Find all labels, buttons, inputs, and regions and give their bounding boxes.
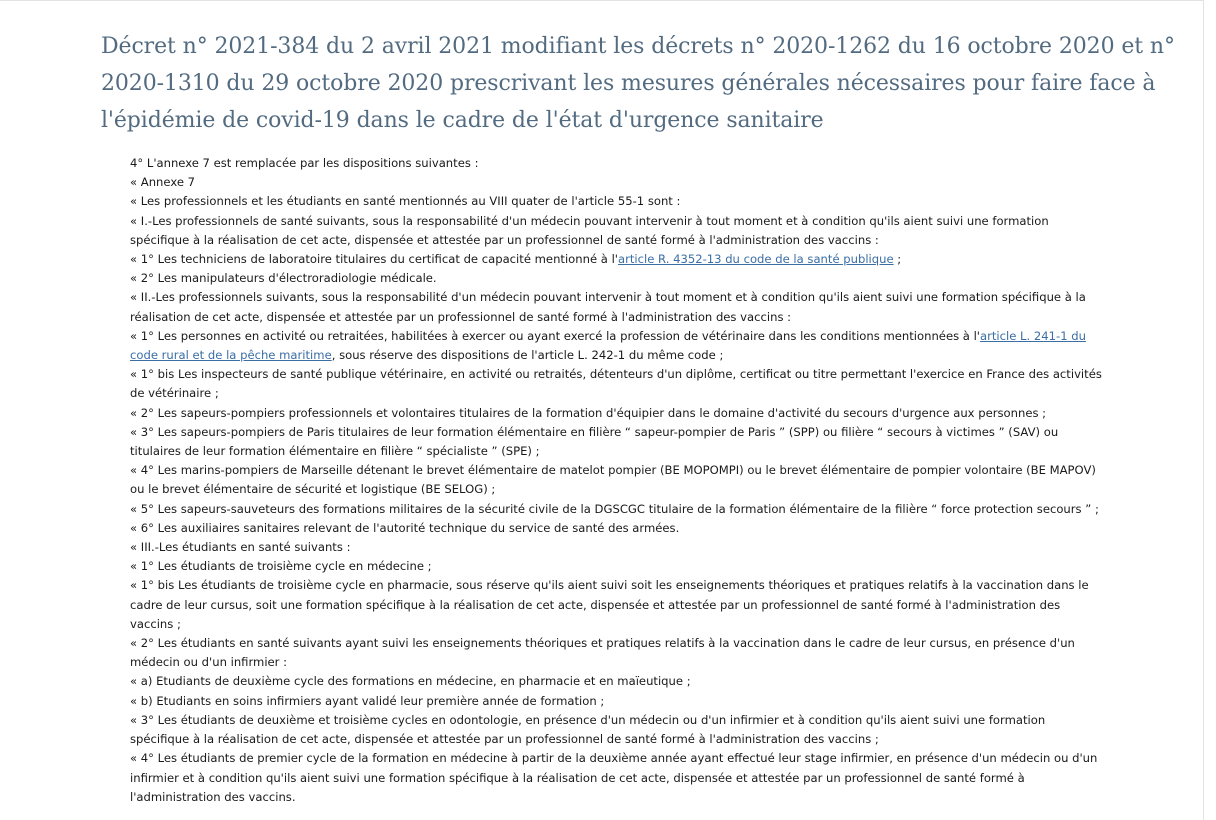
- paragraph: « 6° Les auxiliaires sanitaires relevant de l'autorité technique du service de santé des armées.: [130, 520, 680, 535]
- paragraph: « 2° Les étudiants en santé suivants ayant suivi les enseignements théoriques et pratiques relatifs à la vaccination dans le cadre de leur cursus, en présence d'un médecin ou d'un infirmier :: [130, 636, 1075, 670]
- paragraph: « Les professionnels et les étudiants en santé mentionnés au VIII quater de l'article 55-1 sont :: [130, 194, 681, 209]
- paragraph: « 2° Les manipulateurs d'électroradiologie médicale.: [130, 271, 437, 286]
- paragraph: « II.-Les professionnels suivants, sous la responsabilité d'un médecin pouvant intervenir à tout moment et à condition qu'ils aient suivi une formation spécifique à la réalisation de cet acte, dispensée et attestée par un professionnel de santé formé à l'administration des vaccins :: [130, 290, 1086, 324]
- article-l-241-1-link[interactable]: article L. 241-1 du code rural et de la pêche maritime: [130, 328, 1086, 363]
- page-title: Décret n° 2021-384 du 2 avril 2021 modifiant les décrets n° 2020-1262 du 16 octobre 2020 et n° 2020-1310 du 29 octobre 2020 prescrivant les mesures générales nécessaires pour faire face à l'épidémie de covid-19 dans le cadre de l'état d'urgence sanitaire: [101, 34, 1175, 133]
- paragraph: 4° L'annexe 7 est remplacée par les dispositions suivantes :: [130, 156, 479, 170]
- paragraph: « 2° Les sapeurs-pompiers professionnels et volontaires titulaires de la formation d'équipier dans le domaine d'activité du secours d'urgence aux personnes ;: [130, 405, 1047, 420]
- article-body: [130, 154, 1102, 807]
- right-margin: [1204, 0, 1216, 820]
- paragraph-text: , sous réserve des dispositions de l'article L. 242-1 du même code ;: [331, 348, 724, 363]
- paragraph-text: « 1° Les personnes en activité ou retraitées, habilitées à exercer ou ayant exercé la profession de vétérinaire dans les conditions mentionnées à l': [130, 328, 980, 343]
- header-panel: [0, 0, 1204, 136]
- paragraph: « a) Etudiants de deuxième cycle des formations en médecine, en pharmacie et en maïeutique ;: [130, 674, 691, 689]
- paragraph: « III.-Les étudiants en santé suivants :: [130, 540, 351, 555]
- paragraph-text: ;: [893, 252, 902, 267]
- paragraph: « Annexe 7: [130, 175, 196, 190]
- content-panel: [0, 136, 1204, 820]
- paragraph: « 5° Les sapeurs-sauveteurs des formations militaires de la sécurité civile de la DGSCGC titulaire de la formation élémentaire de la filière “ force protection secours ” ;: [130, 501, 1099, 516]
- paragraph: « 1° bis Les étudiants de troisième cycle en pharmacie, sous réserve qu'ils aient suivi soit les enseignements théoriques et pratiques relatifs à la vaccination dans le cadre de leur cursus, soit une formation spécifique à la réalisation de cet acte, dispensée et attestée par un professionnel de santé formé à l'administration des vaccins ;: [130, 578, 1089, 631]
- paragraph: « 3° Les sapeurs-pompiers de Paris titulaires de leur formation élémentaire en filière “ sapeur-pompier de Paris ” (SPP) ou filière “ secours à victimes ” (SAV) ou titulaires de leur formation élémentaire en filière “ spécialiste ” (SPE) ;: [130, 424, 1059, 459]
- paragraph: « 1° Les étudiants de troisième cycle en médecine ;: [130, 559, 432, 574]
- paragraph: « 4° Les étudiants de premier cycle de la formation en médecine à partir de la deuxième année ayant effectué leur stage infirmier, en présence d'un médecin ou d'un infirmier et à condition qu'ils aient suivi une formation spécifique à la réalisation de cet acte, dispensée et attestée par un professionnel de santé formé à l'administration des vaccins.: [130, 751, 1098, 804]
- paragraph: « 1° bis Les inspecteurs de santé publique vétérinaire, en activité ou retraités, détenteurs d'un diplôme, certificat ou titre permettant l'exercice en France des activités de vétérinaire ;: [130, 367, 1102, 401]
- paragraph: « I.-Les professionnels de santé suivants, sous la responsabilité d'un médecin pouvant intervenir à tout moment et à condition qu'ils aient suivi une formation spécifique à la réalisation de cet acte, dispensée et attestée par un professionnel de santé formé à l'administration des vaccins :: [130, 213, 1049, 247]
- paragraph: « 4° Les marins-pompiers de Marseille détenant le brevet élémentaire de matelot pompier (BE MOPOMPI) ou le brevet élémentaire de pompier volontaire (BE MAPOV) ou le brevet élémentaire de sécurité et logistique (BE SELOG) ;: [130, 463, 1096, 497]
- article-r-4352-13-link[interactable]: article R. 4352-13 du code de la santé publique: [618, 252, 894, 267]
- paragraph-with-link: [130, 327, 1102, 365]
- paragraph: « 3° Les étudiants de deuxième et troisième cycles en odontologie, en présence d'un médecin ou d'un infirmier et à condition qu'ils aient suivi une formation spécifique à la réalisation de cet acte, dispensée et attestée par un professionnel de santé formé à l'administration des vaccins ;: [130, 712, 1046, 747]
- paragraph-text: « 1° Les techniciens de laboratoire titulaires du certificat de capacité mentionné à l': [130, 252, 618, 267]
- paragraph: « b) Etudiants en soins infirmiers ayant validé leur première année de formation ;: [130, 693, 605, 708]
- paragraph-with-link: [130, 250, 1102, 269]
